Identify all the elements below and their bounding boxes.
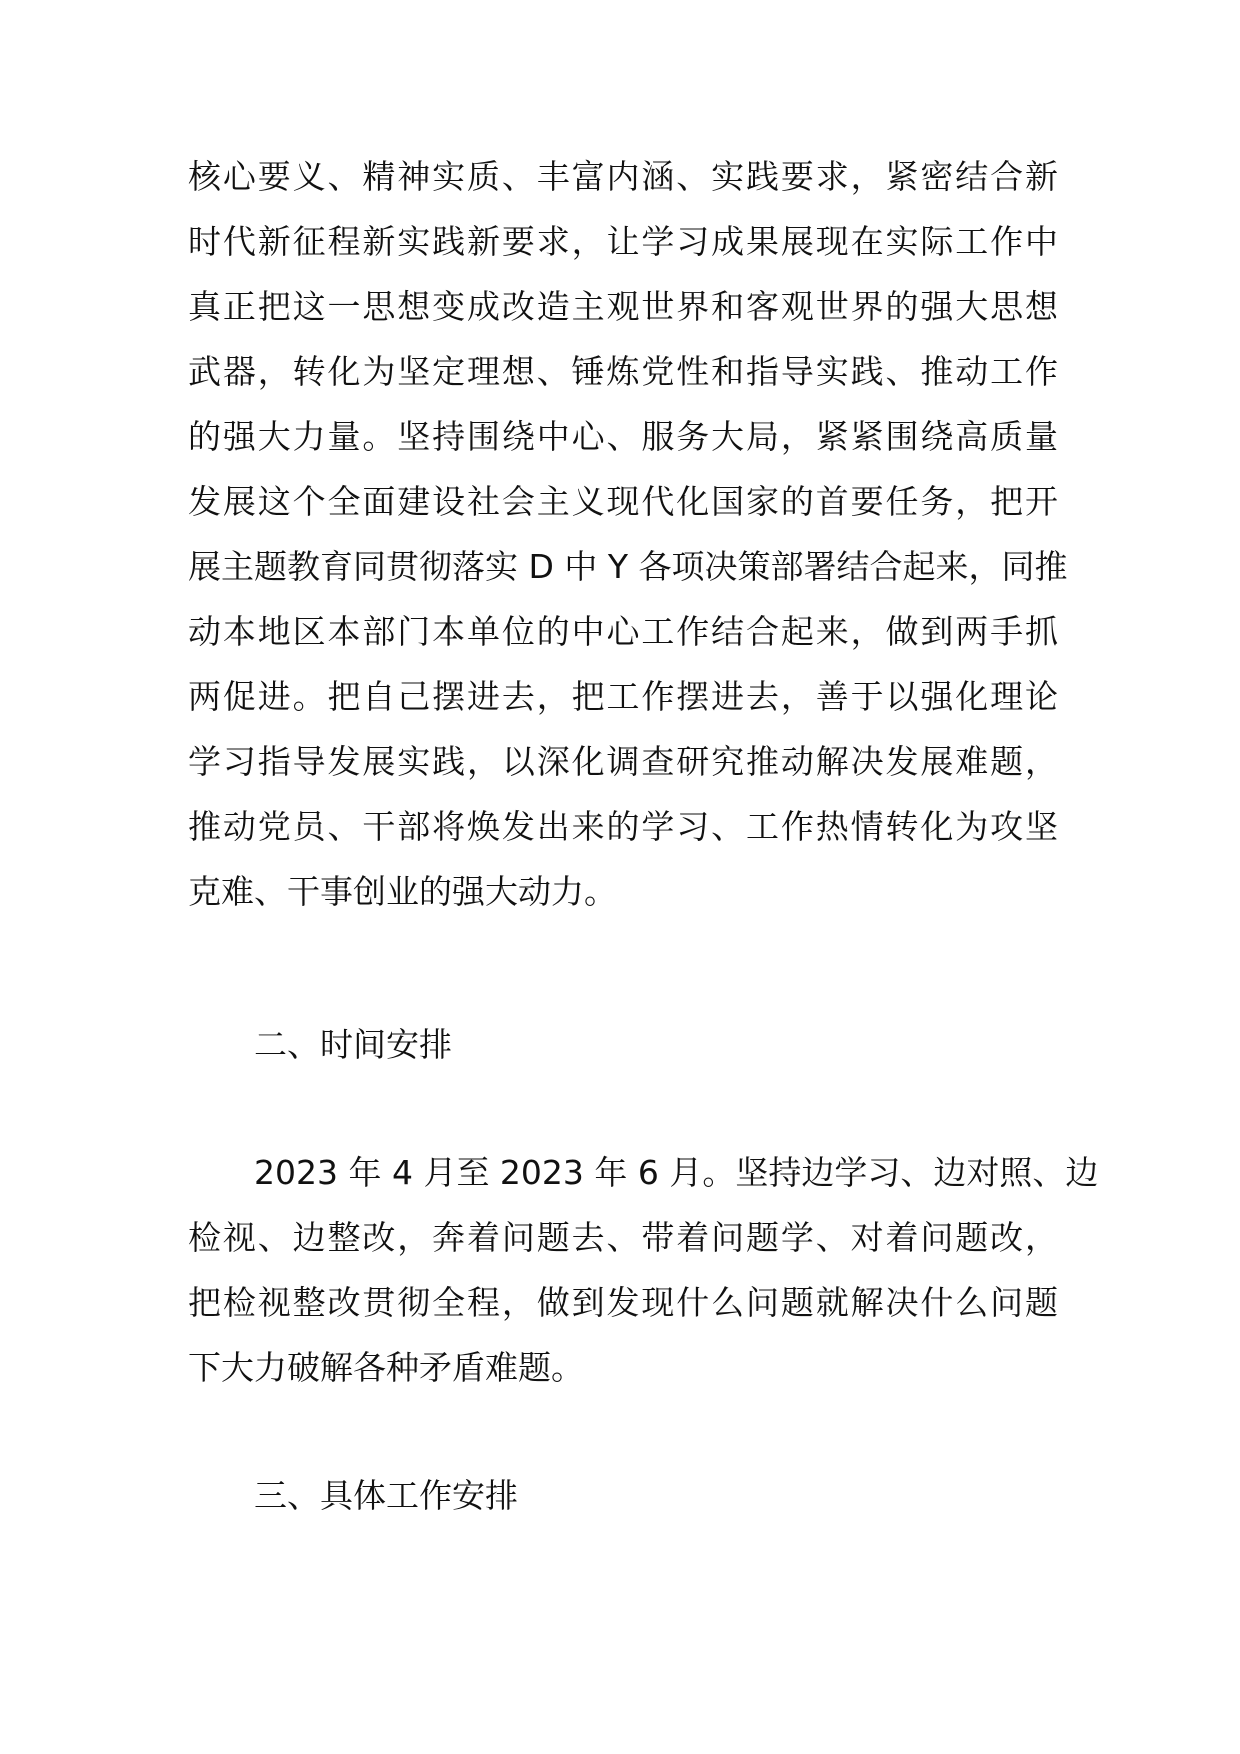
paragraph-1-line: 推动党员、干部将焕发出来的学习、工作热情转化为攻坚 <box>188 807 1058 846</box>
paragraph-1-line: 武器，转化为坚定理想、锤炼党性和指导实践、推动工作 <box>188 352 1058 391</box>
paragraph-1-line: 克难、干事创业的强大动力。 <box>188 872 617 911</box>
section-2-heading: 二、时间安排 <box>254 1025 452 1064</box>
paragraph-2-line: 2023 年 4 月至 2023 年 6 月。坚持边学习、边对照、边 <box>254 1153 1099 1192</box>
paragraph-1-line: 核心要义、精神实质、丰富内涵、实践要求，紧密结合新 <box>188 157 1058 196</box>
paragraph-1-line: 展主题教育同贯彻落实 D 中 Y 各项决策部署结合起来，同推 <box>188 547 1068 586</box>
paragraph-1-line: 的强大力量。坚持围绕中心、服务大局，紧紧围绕高质量 <box>188 417 1058 456</box>
paragraph-1-line: 发展这个全面建设社会主义现代化国家的首要任务，把开 <box>188 482 1058 521</box>
section-3-heading: 三、具体工作安排 <box>254 1476 518 1515</box>
paragraph-2-line: 把检视整改贯彻全程，做到发现什么问题就解决什么问题 <box>188 1283 1058 1322</box>
paragraph-2-line: 下大力破解各种矛盾难题。 <box>188 1348 584 1387</box>
paragraph-2 <box>188 1140 1099 1400</box>
paragraph-1-line: 学习指导发展实践，以深化调查研究推动解决发展难题， <box>188 742 1058 781</box>
paragraph-1-line: 两促进。把自己摆进去，把工作摆进去，善于以强化理论 <box>188 677 1058 716</box>
paragraph-1-line: 真正把这一思想变成改造主观世界和客观世界的强大思想 <box>188 287 1058 326</box>
paragraph-1-line: 动本地区本部门本单位的中心工作结合起来，做到两手抓 <box>188 612 1058 651</box>
paragraph-1 <box>188 144 1068 924</box>
paragraph-1-line: 时代新征程新实践新要求，让学习成果展现在实际工作中 <box>188 222 1058 261</box>
paragraph-2-line: 检视、边整改，奔着问题去、带着问题学、对着问题改， <box>188 1218 1058 1257</box>
